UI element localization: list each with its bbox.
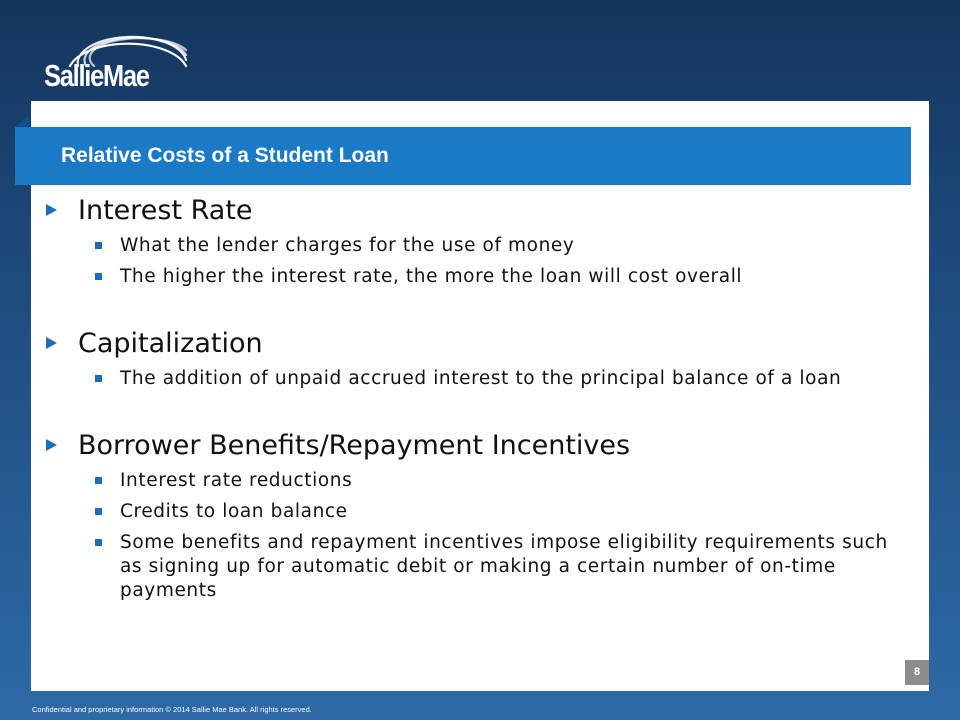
bullet-text: What the lender charges for the use of money [120,235,575,256]
bullet-text: Credits to loan balance [120,501,348,522]
slide-content [46,192,906,610]
logo-text: SallieMae [44,58,149,93]
slide-title: Relative Costs of a Student Loan [61,144,389,167]
list-item [46,500,906,524]
heading-text: Capitalization [78,328,263,359]
triangle-right-icon [46,204,57,216]
triangle-right-icon [46,439,57,451]
bullet-list [46,367,906,391]
section-heading [46,192,906,230]
section-capitalization [46,325,906,391]
section-interest-rate [46,192,906,289]
heading-text: Borrower Benefits/Repayment Incentives [78,430,631,461]
title-bar [15,127,911,185]
square-bullet-icon [95,508,102,515]
list-item [46,265,906,289]
bullet-text: The higher the interest rate, the more the loan will cost overall [120,266,743,287]
square-bullet-icon [95,273,102,280]
bullet-list [46,234,906,289]
list-item [46,234,906,258]
title-tab-corner [15,115,29,127]
square-bullet-icon [95,539,102,546]
bullet-text: Interest rate reductions [120,470,353,491]
bullet-text: Some benefits and repayment incentives impose eligibility requirements such as signing up for automatic debit or making a certain number of on-time payments [120,532,888,601]
heading-text: Interest Rate [78,195,253,226]
bullet-list [46,469,906,603]
square-bullet-icon [95,375,102,382]
square-bullet-icon [95,242,102,249]
list-item [46,367,906,391]
section-borrower-benefits [46,427,906,603]
square-bullet-icon [95,477,102,484]
page-number-badge: 8 [905,660,929,685]
section-heading [46,427,906,465]
section-heading [46,325,906,363]
bullet-text: The addition of unpaid accrued interest to the principal balance of a loan [120,368,842,389]
triangle-right-icon [46,337,57,349]
sallie-mae-logo [44,28,194,94]
list-item [46,531,906,603]
footer-copyright: Confidential and proprietary information © 2014 Sallie Mae Bank. All rights reserved. [32,705,312,714]
list-item [46,469,906,493]
